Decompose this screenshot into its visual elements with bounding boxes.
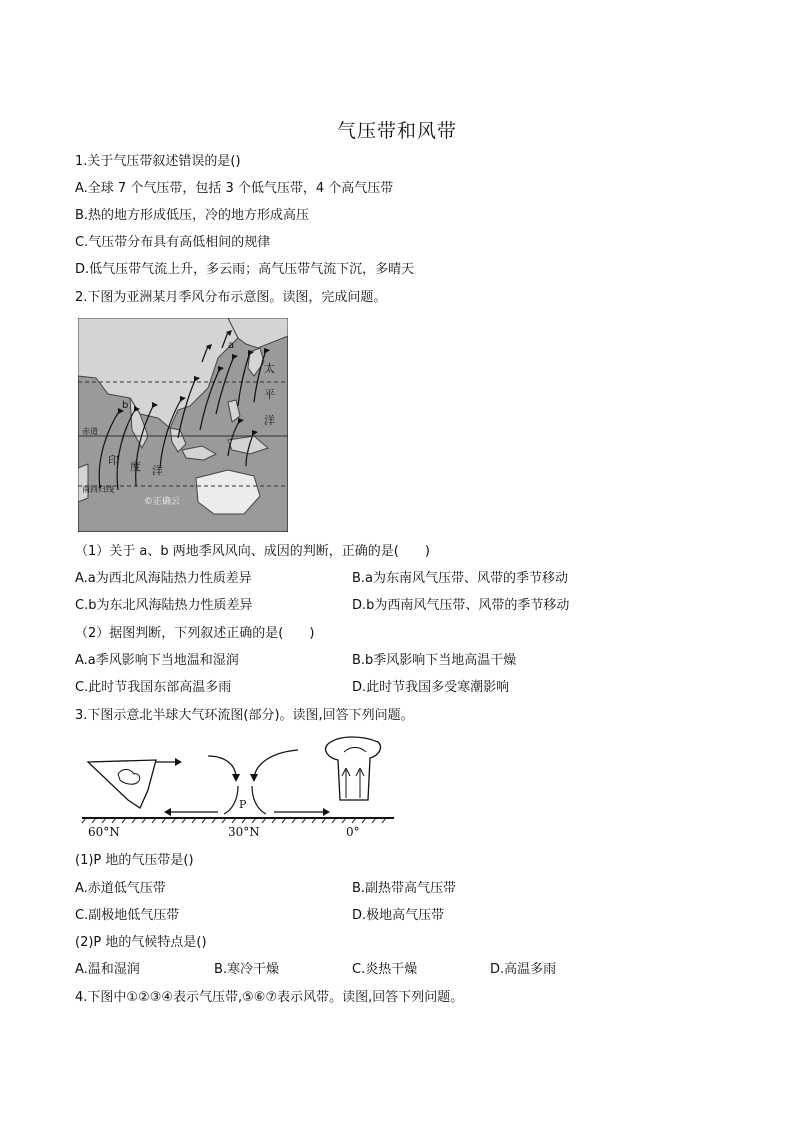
q3-sub2-option-c: C.炎热干燥	[352, 962, 418, 977]
circulation-svg	[78, 730, 398, 840]
q2-sub1-option-d: D.b为西南风气压带、风带的季节移动	[352, 598, 570, 613]
q3-sub2-stem: (2)P 地的气候特点是()	[75, 935, 207, 950]
map-label-tropic: 南回归线	[82, 485, 114, 494]
atmospheric-circulation-diagram	[78, 730, 398, 840]
q3-sub1-option-b: B.副热带高气压带	[352, 881, 457, 896]
lat-label-0: 0°	[346, 825, 360, 839]
q3-sub2-option-d: D.高温多雨	[490, 962, 557, 977]
q3-sub1-option-a: A.赤道低气压带	[75, 881, 166, 896]
q3-sub1-stem: (1)P 地的气压带是()	[75, 853, 194, 868]
map-label-a: a	[228, 340, 235, 351]
lat-label-60n: 60°N	[88, 825, 120, 839]
q1-option-b: B.热的地方形成低压，冷的地方形成高压	[75, 208, 310, 223]
map-label-b: b	[122, 400, 129, 411]
map-label-du: 度	[130, 460, 141, 473]
q3-sub1-option-c: C.副极地低气压带	[75, 908, 180, 923]
map-label-tai: 太	[264, 362, 275, 375]
q2-sub2-option-a: A.a季风影响下当地温和湿润	[75, 653, 239, 668]
map-label-ping: 平	[264, 388, 275, 401]
q2-sub2-option-b: B.b季风影响下当地高温干燥	[352, 653, 517, 668]
q3-sub2-option-a: A.温和湿润	[75, 962, 140, 977]
q4-stem: 4.下图中①②③④表示气压带,⑤⑥⑦表示风带。读图,回答下列问题。	[75, 990, 464, 1005]
q1-option-c: C.气压带分布具有高低相间的规律	[75, 235, 271, 250]
p-point-label: P	[239, 798, 247, 811]
q2-stem: 2.下图为亚洲某月季风分布示意图。读图，完成问题。	[75, 290, 387, 305]
q1-option-d: D.低气压带气流上升，多云雨；高气压带气流下沉，多晴天	[75, 262, 415, 277]
q2-sub2-option-c: C.此时节我国东部高温多雨	[75, 680, 232, 695]
q1-option-a: A.全球 7 个气压带，包括 3 个低气压带，4 个高气压带	[75, 181, 394, 196]
asia-monsoon-map	[78, 318, 288, 532]
monsoon-map-svg	[78, 318, 288, 532]
map-label-yang-indian: 洋	[152, 464, 163, 477]
q2-sub1-option-a: A.a为西北风海陆热力性质差异	[75, 571, 252, 586]
map-label-equator: 赤道	[82, 427, 98, 436]
q3-sub1-option-d: D.极地高气压带	[352, 908, 445, 923]
q2-sub2-option-d: D.此时节我国多受寒潮影响	[352, 680, 510, 695]
map-label-yin: 印	[108, 454, 119, 467]
lat-label-30n: 30°N	[228, 825, 260, 839]
q1-stem: 1.关于气压带叙述错误的是()	[75, 154, 241, 169]
q2-sub1-option-b: B.a为东南风气压带、风带的季节移动	[352, 571, 569, 586]
q3-stem: 3.下图示意北半球大气环流图(部分)。读图,回答下列问题。	[75, 708, 414, 723]
q2-sub1-option-c: C.b为东北风海陆热力性质差异	[75, 598, 253, 613]
q2-sub1-stem: （1）关于 a、b 两地季风风向、成因的判断，正确的是( )	[75, 544, 430, 559]
map-watermark: ©正确云	[144, 497, 181, 507]
q2-sub2-stem: （2）据图判断，下列叙述正确的是( )	[75, 626, 315, 641]
map-label-yang-pacific: 洋	[264, 414, 275, 427]
q3-sub2-option-b: B.寒冷干燥	[214, 962, 280, 977]
page-title: 气压带和风带	[336, 120, 457, 142]
